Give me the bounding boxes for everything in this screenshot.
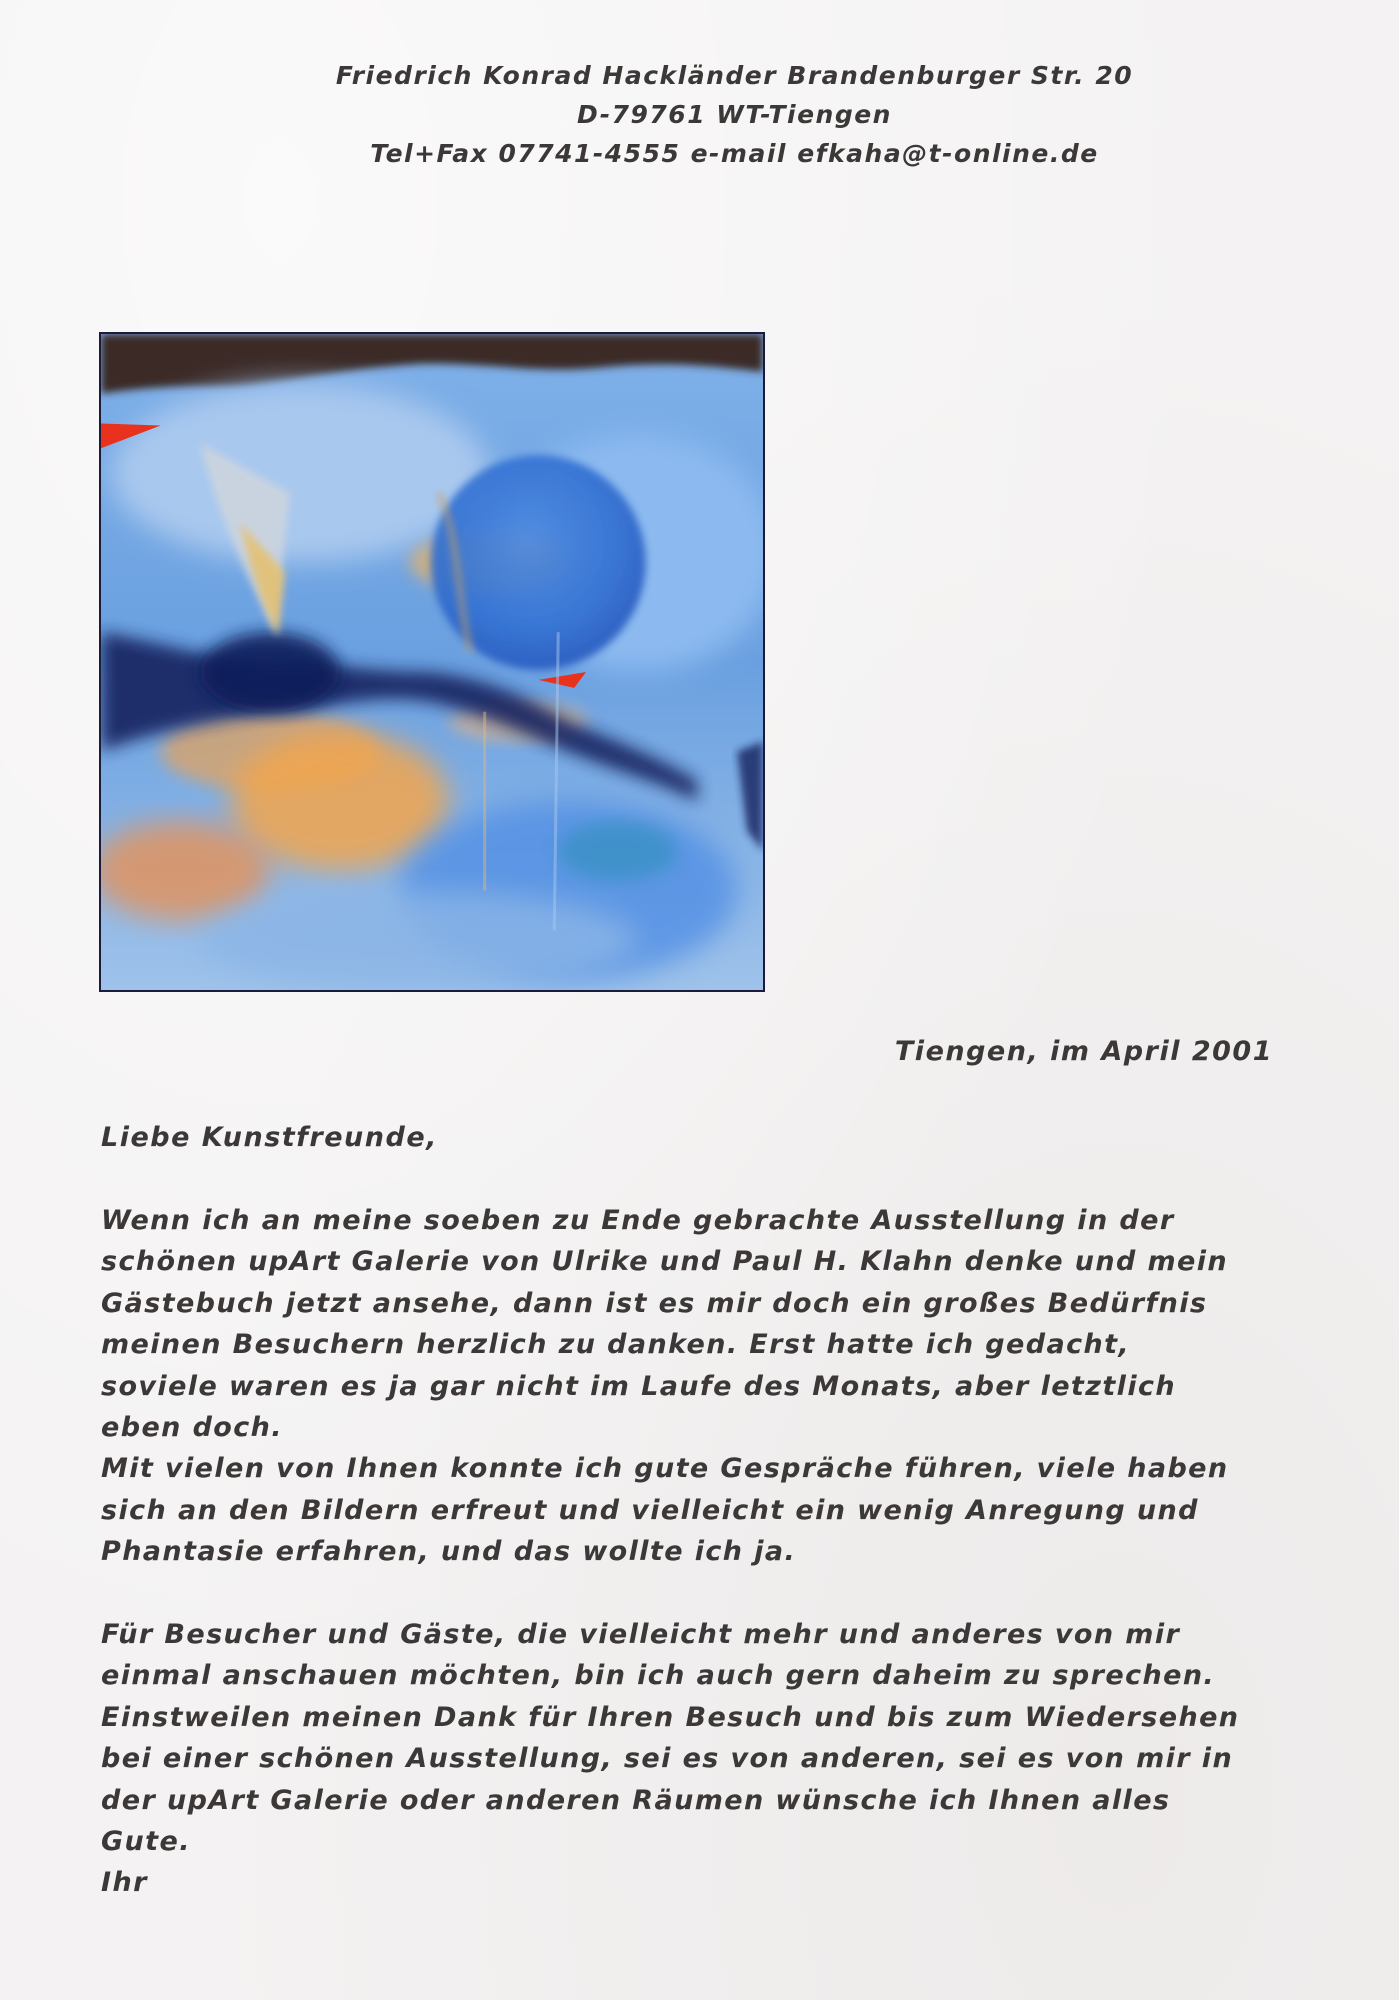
- painting-bottom-wash: [200, 891, 637, 990]
- painting-image: [101, 334, 763, 990]
- paragraph1-line: Mit vielen von Ihnen konnte ich gute Gespräche führen, viele haben: [101, 1453, 1229, 1485]
- letter-body: [101, 1200, 1301, 1904]
- letter-salutation: Liebe Kunstfreunde,: [101, 1122, 438, 1153]
- paragraph2-line: einmal anschauen möchten, bin ich auch gern daheim zu sprechen.: [101, 1660, 1216, 1692]
- painting-blue-circle: [431, 455, 646, 670]
- painting-light-wash: [111, 384, 489, 563]
- letter-date: Tiengen, im April 2001: [894, 1036, 1273, 1067]
- letterhead-city: D-79761 WT-Tiengen: [577, 100, 892, 129]
- paragraph1-line: meinen Besuchern herzlich zu danken. Erst hatte ich gedacht,: [101, 1329, 1131, 1361]
- paragraph1-line: eben doch.: [101, 1412, 283, 1444]
- paragraph2-line: Einstweilen meinen Dank für Ihren Besuch und bis zum Wiedersehen: [101, 1701, 1240, 1733]
- painting-orange-glow-low: [230, 732, 449, 871]
- signoff: Ihr: [101, 1867, 148, 1899]
- paragraph-gap: [101, 1573, 1301, 1614]
- abstract-painting: [99, 332, 765, 992]
- paragraph2-line: Für Besucher und Gäste, die vielleicht mehr und anderes von mir: [101, 1619, 1181, 1651]
- paragraph2-line: Gute.: [101, 1826, 191, 1858]
- paragraph2-line: bei einer schönen Ausstellung, sei es von anderen, sei es von mir in: [101, 1743, 1234, 1775]
- paragraph1-line: Wenn ich an meine soeben zu Ende gebrachte Ausstellung in der: [101, 1205, 1175, 1236]
- paragraph2-line: der upArt Galerie oder anderen Räumen wünsche ich Ihnen alles: [101, 1784, 1171, 1816]
- paragraph1-line: soviele waren es ja gar nicht im Laufe des Monats, aber letztlich: [101, 1370, 1176, 1402]
- paragraph1-line: sich an den Bildern erfreut und vielleicht ein wenig Anregung und: [101, 1494, 1199, 1526]
- paragraph1-line: Gästebuch jetzt ansehe, dann ist es mir doch ein großes Bedürfnis: [101, 1287, 1208, 1319]
- letterhead-contact: Tel+Fax 07741-4555 e-mail efkaha@t-online.de: [370, 139, 1099, 168]
- letterhead: [0, 56, 1399, 173]
- painting-navy-blot: [200, 632, 339, 712]
- paragraph1-line: schönen upArt Galerie von Ulrike und Paul H. Klahn denke und mein: [101, 1246, 1229, 1278]
- paragraph1-line: Phantasie erfahren, und das wollte ich ja.: [101, 1536, 797, 1568]
- letterhead-name-address: Friedrich Konrad Hackländer Brandenburger Str. 20: [335, 61, 1134, 90]
- painting-teal-patch: [558, 821, 677, 881]
